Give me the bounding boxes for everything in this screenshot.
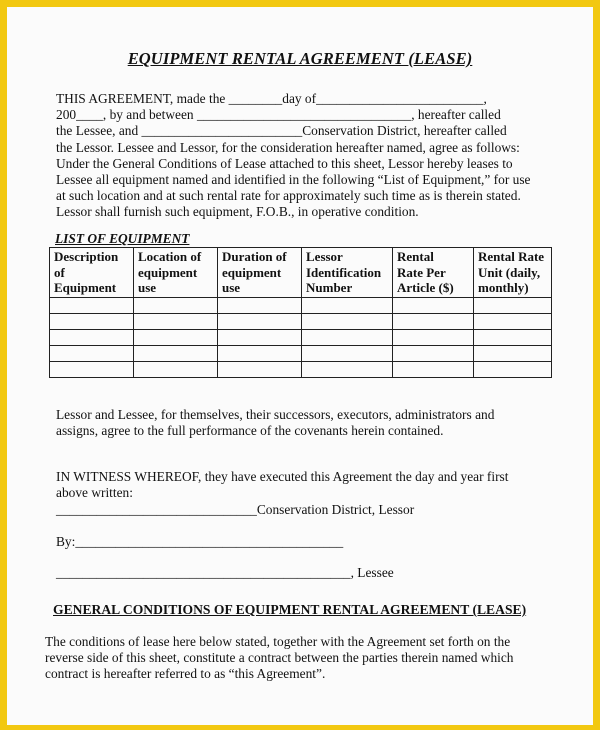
list-of-equipment-heading: LIST OF EQUIPMENT — [55, 231, 190, 246]
table-cell[interactable] — [218, 361, 302, 377]
table-cell[interactable] — [218, 329, 302, 345]
table-row — [50, 361, 552, 377]
intro-line: at such location and at such rental rate for approximately such time as is therein stated. — [56, 188, 521, 204]
column-header-duration: Duration of equipment use — [218, 248, 302, 298]
table-cell[interactable] — [302, 313, 393, 329]
column-header-rate-per-article: Rental Rate Per Article ($) — [393, 248, 474, 298]
table-cell[interactable] — [302, 345, 393, 361]
document-title: EQUIPMENT RENTAL AGREEMENT (LEASE) — [127, 49, 473, 68]
by-signature-line[interactable]: By:________________________________________ — [56, 534, 344, 549]
general-conditions-paragraph — [45, 634, 545, 683]
intro-line: 200____, by and between ________________________________, hereafter called — [56, 107, 501, 123]
intro-line: Under the General Conditions of Lease attached to this sheet, Lessor hereby leases to — [56, 155, 513, 171]
table-cell[interactable] — [474, 313, 552, 329]
table-cell[interactable] — [393, 345, 474, 361]
table-cell[interactable] — [474, 329, 552, 345]
table-cell[interactable] — [393, 361, 474, 377]
table-cell[interactable] — [134, 345, 218, 361]
table-cell[interactable] — [218, 313, 302, 329]
table-cell[interactable] — [393, 297, 474, 313]
table-cell[interactable] — [50, 329, 134, 345]
table-cell[interactable] — [134, 313, 218, 329]
lessee-signature-line[interactable]: ____________________________________________, Lessee — [56, 565, 394, 580]
intro-line: the Lessee, and ________________________Conservation District, hereafter called — [56, 123, 507, 139]
table-row — [50, 345, 552, 361]
column-header-identification: Lessor Identification Number — [302, 248, 393, 298]
table-cell[interactable] — [50, 345, 134, 361]
table-row — [50, 297, 552, 313]
witness-line: above written: — [56, 485, 133, 501]
column-header-rate-unit: Rental Rate Unit (daily, monthly) — [474, 248, 552, 298]
table-cell[interactable] — [302, 329, 393, 345]
column-header-description: Description of Equipment — [50, 248, 134, 298]
table-row — [50, 329, 552, 345]
table-header-row — [50, 248, 552, 298]
table-cell[interactable] — [50, 297, 134, 313]
table-cell[interactable] — [474, 297, 552, 313]
table-cell[interactable] — [474, 345, 552, 361]
witness-paragraph — [56, 469, 556, 501]
document-page — [7, 7, 593, 725]
table-cell[interactable] — [134, 329, 218, 345]
table-cell[interactable] — [302, 297, 393, 313]
covenants-paragraph — [56, 407, 556, 439]
table-cell[interactable] — [218, 345, 302, 361]
conditions-line: reverse side of this sheet, constitute a contract between the parties therein named which — [45, 650, 514, 666]
intro-line: Lessee all equipment named and identified in the following “List of Equipment,” for use — [56, 172, 531, 188]
table-row — [50, 313, 552, 329]
table-cell[interactable] — [393, 329, 474, 345]
intro-line: Lessor shall furnish such equipment, F.O.B., in operative condition. — [56, 204, 419, 220]
intro-line: THIS AGREEMENT, made the ________day of_________________________, — [56, 91, 487, 106]
table-cell[interactable] — [302, 361, 393, 377]
agreement-intro — [56, 91, 556, 221]
column-header-location: Location of equipment use — [134, 248, 218, 298]
equipment-table — [49, 247, 552, 378]
table-cell[interactable] — [134, 297, 218, 313]
table-cell[interactable] — [393, 313, 474, 329]
conditions-line: The conditions of lease here below stated, together with the Agreement set forth on the — [45, 634, 511, 649]
covenant-line: assigns, agree to the full performance of the covenants herein contained. — [56, 423, 444, 439]
witness-line: IN WITNESS WHEREOF, they have executed this Agreement the day and year first — [56, 469, 509, 484]
table-cell[interactable] — [50, 313, 134, 329]
general-conditions-heading: GENERAL CONDITIONS OF EQUIPMENT RENTAL AGREEMENT (LEASE) — [53, 602, 527, 617]
table-cell[interactable] — [218, 297, 302, 313]
covenant-line: Lessor and Lessee, for themselves, their successors, executors, administrators and — [56, 407, 495, 422]
lessor-signature-line[interactable]: ______________________________Conservation District, Lessor — [56, 502, 415, 517]
conditions-line: contract is hereafter referred to as “this Agreement”. — [45, 666, 326, 682]
table-cell[interactable] — [474, 361, 552, 377]
table-cell[interactable] — [134, 361, 218, 377]
table-cell[interactable] — [50, 361, 134, 377]
intro-line: the Lessor. Lessee and Lessor, for the consideration hereafter named, agree as follows: — [56, 139, 520, 155]
